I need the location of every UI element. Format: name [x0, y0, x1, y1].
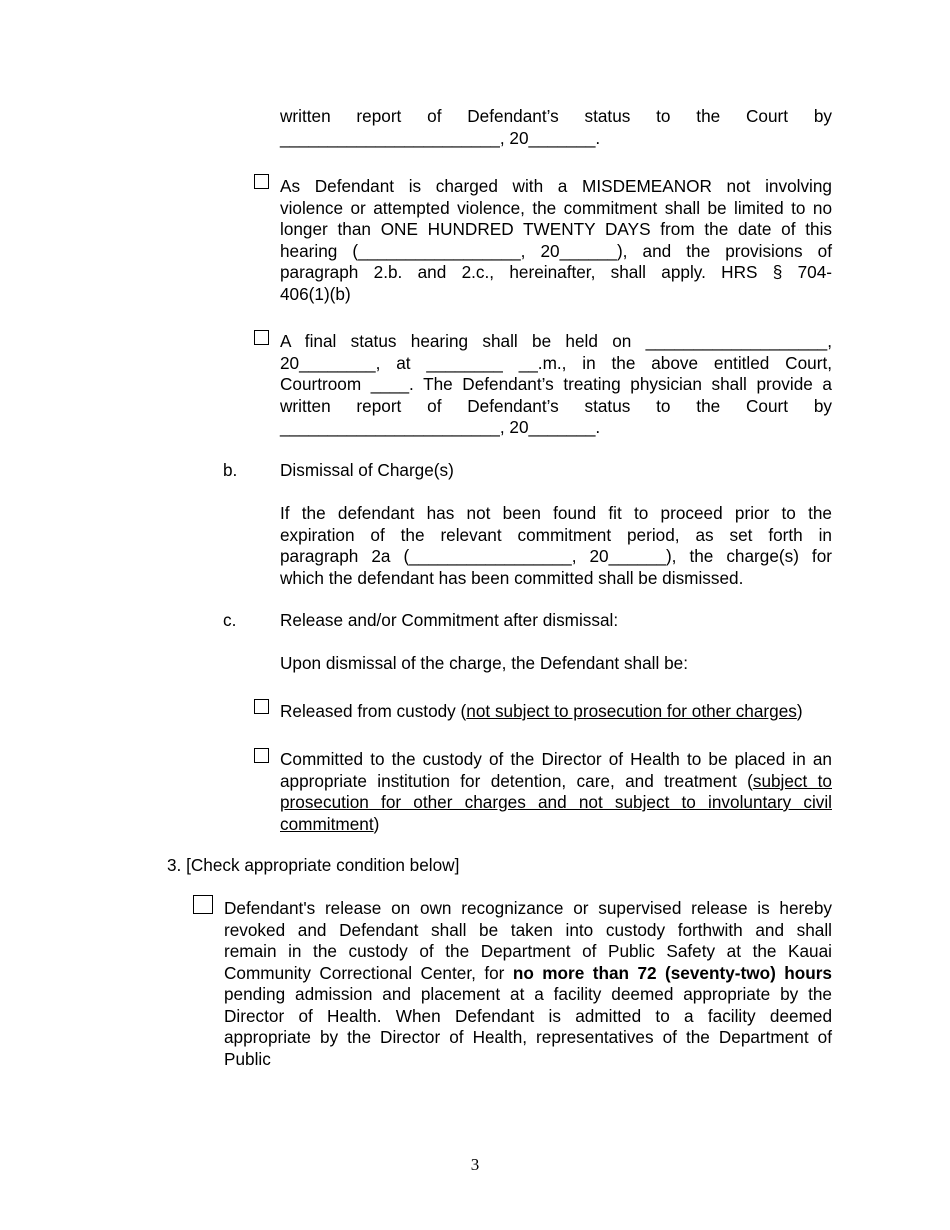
committed-line-1: Committed to the custody of the Director of Health to be placed in an: [280, 749, 832, 769]
misdemeanor-line: longer than ONE HUNDRED TWENTY DAYS from the date of this: [280, 219, 832, 239]
committed-line-2-text: appropriate institution for detention, care, and treatment (: [280, 770, 753, 791]
committed-line-3: prosecution for other charges and not subject to involuntary civil: [280, 792, 832, 812]
misdemeanor-checkbox[interactable]: [254, 174, 269, 189]
committed-line-2: [280, 771, 832, 793]
revocation-bold-limit: no more than 72 (seventy-two) hours: [512, 962, 832, 983]
section-3-heading: 3. [Check appropriate condition below]: [167, 855, 460, 875]
released-option: [280, 701, 832, 723]
released-checkbox[interactable]: [254, 699, 269, 714]
section-c-heading: Release and/or Commitment after dismissal:: [280, 610, 619, 630]
released-text: Released from custody (: [280, 701, 467, 721]
released-close: ): [796, 701, 803, 721]
revocation-line: Defendant's release on own recognizance or supervised release is hereby: [224, 898, 832, 918]
final-hearing-line: Courtroom ____. The Defendant’s treating physician shall provide a: [280, 374, 832, 394]
section-b-paragraph: [280, 503, 832, 589]
final-hearing-line: written report of Defendant’s status to the Court by: [280, 395, 832, 416]
revocation-line-4-text: Community Correctional Center, for: [224, 962, 513, 983]
misdemeanor-line: violence or attempted violence, the commitment shall be limited to no: [280, 197, 832, 218]
revocation-line: revoked and Defendant shall be taken into custody forthwith and shall: [224, 919, 832, 940]
section-b-heading: Dismissal of Charge(s): [280, 460, 454, 480]
section-b-line: expiration of the relevant commitment period, as set forth in: [280, 524, 832, 545]
top-report-line-1: written report of Defendant’s status to the Court by: [280, 106, 832, 126]
final-hearing-paragraph: [280, 331, 832, 439]
final-hearing-last-line: _______________________, 20_______.: [280, 417, 601, 437]
committed-line-4-close: ): [373, 813, 380, 834]
misdemeanor-last-line: 406(1)(b): [280, 283, 351, 304]
revocation-line: remain in the custody of the Department of Public Safety at the Kauai: [224, 941, 832, 961]
misdemeanor-line: As Defendant is charged with a MISDEMEANOR not involving: [280, 176, 832, 196]
section-c-label: c.: [223, 610, 237, 630]
revocation-line: Director of Health. When Defendant is admitted to a facility deemed: [224, 1005, 832, 1026]
misdemeanor-line: paragraph 2.b. and 2.c., hereinafter, shall apply. HRS § 704-: [280, 262, 832, 282]
released-underlined: not subject to prosecution for other charges: [466, 701, 797, 721]
committed-line-4-underlined: commitment: [280, 813, 374, 834]
section-c-intro: Upon dismissal of the charge, the Defendant shall be:: [280, 653, 688, 673]
top-report-line-2: _______________________, 20_______.: [280, 128, 601, 148]
committed-line-4: [280, 814, 832, 836]
revocation-paragraph: [224, 898, 832, 1070]
page-number: 3: [470, 1155, 480, 1174]
final-hearing-line: 20________, at ________ __.m., in the above entitled Court,: [280, 352, 832, 373]
final-hearing-checkbox[interactable]: [254, 330, 269, 345]
committed-checkbox[interactable]: [254, 748, 269, 763]
section-b-line: paragraph 2a (_________________, 20______), the charge(s) for: [280, 546, 832, 566]
revocation-line-4: [224, 963, 832, 985]
misdemeanor-paragraph: [280, 176, 832, 305]
revocation-line: pending admission and placement at a facility deemed appropriate by the: [224, 984, 832, 1004]
section-b-label: b.: [223, 460, 238, 480]
revocation-checkbox[interactable]: [193, 895, 213, 914]
committed-option: [280, 749, 832, 835]
revocation-line: appropriate by the Director of Health, representatives of the Department of: [224, 1027, 832, 1047]
final-hearing-line: A final status hearing shall be held on ___________________,: [280, 331, 832, 351]
misdemeanor-line: hearing (_________________, 20______), and the provisions of: [280, 240, 832, 261]
section-b-last-line: which the defendant has been committed shall be dismissed.: [280, 567, 744, 588]
revocation-last-line: Public: [224, 1048, 271, 1069]
committed-line-2-underlined: subject to: [752, 770, 832, 791]
section-b-line: If the defendant has not been found fit to proceed prior to the: [280, 503, 832, 523]
